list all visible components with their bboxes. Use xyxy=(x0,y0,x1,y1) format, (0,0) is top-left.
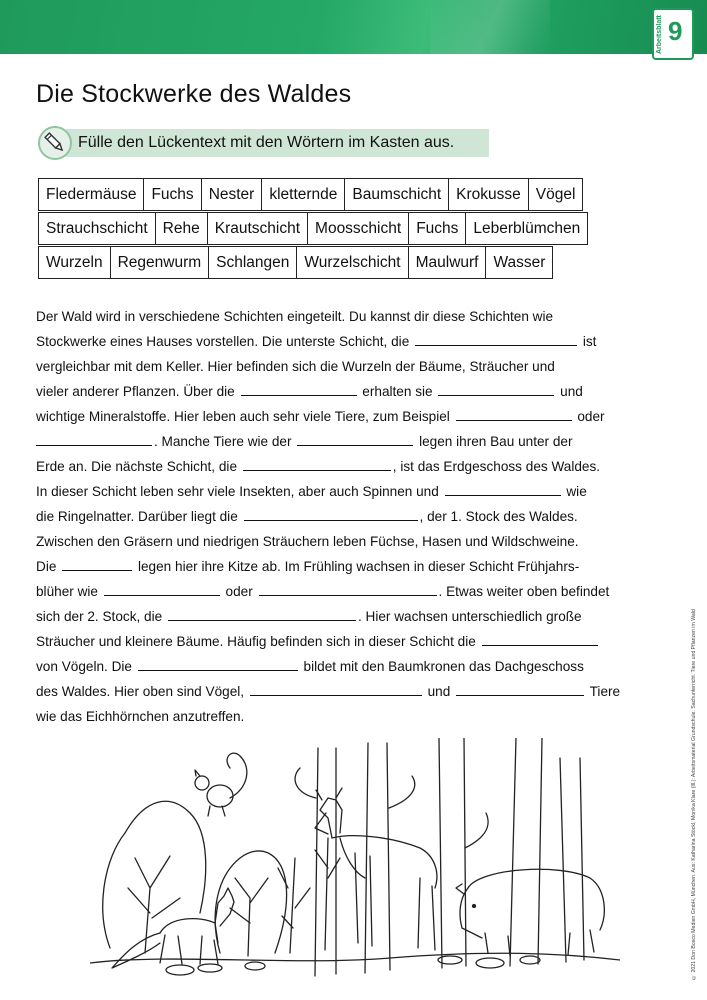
word-chip: Wasser xyxy=(485,246,553,279)
text-segment: und xyxy=(560,384,583,399)
text-line xyxy=(36,504,676,529)
page-title: Die Stockwerke des Waldes xyxy=(36,80,352,108)
text-line xyxy=(36,629,676,654)
text-segment: . Manche Tiere wie der xyxy=(154,434,292,449)
text-segment: . Etwas weiter oben befindet xyxy=(438,584,610,599)
word-chip: Leberblümchen xyxy=(465,212,588,245)
blank-field[interactable] xyxy=(456,682,584,696)
word-row xyxy=(38,212,587,245)
ground-line xyxy=(90,953,620,963)
word-box xyxy=(38,178,587,279)
word-row xyxy=(38,246,587,279)
instruction-text: Fülle den Lückentext mit den Wörtern im Kasten aus. xyxy=(78,134,455,151)
word-chip: Regenwurm xyxy=(110,246,210,279)
text-segment: wie xyxy=(566,484,587,499)
text-line xyxy=(36,704,676,729)
text-line xyxy=(36,304,676,329)
word-chip: Strauchschicht xyxy=(38,212,156,245)
blank-field[interactable] xyxy=(62,557,132,571)
text-segment: von Vögeln. Die xyxy=(36,659,132,674)
text-line xyxy=(36,429,676,454)
text-segment: Die xyxy=(36,559,57,574)
text-line xyxy=(36,604,676,629)
blank-field[interactable] xyxy=(36,432,152,446)
blank-field[interactable] xyxy=(438,382,554,396)
text-segment: erhalten sie xyxy=(362,384,433,399)
text-segment: oder xyxy=(225,584,253,599)
text-segment: , der 1. Stock des Waldes. xyxy=(419,509,578,524)
text-line xyxy=(36,379,676,404)
text-segment: vieler anderer Pflanzen. Über die xyxy=(36,384,235,399)
blank-field[interactable] xyxy=(415,332,577,346)
word-chip: Krokusse xyxy=(448,178,529,211)
text-segment: legen hier ihre Kitze ab. Im Frühling wachsen in dieser Schicht Frühjahrs- xyxy=(137,559,580,574)
text-line xyxy=(36,479,676,504)
word-chip: kletternde xyxy=(261,178,345,211)
text-segment: Zwischen den Gräsern und niedrigen Sträuchern leben Füchse, Hasen und Wildschweine. xyxy=(36,534,579,549)
word-chip: Schlangen xyxy=(208,246,297,279)
text-line xyxy=(36,454,676,479)
word-chip: Fuchs xyxy=(143,178,201,211)
text-segment: ist xyxy=(582,334,597,349)
text-line xyxy=(36,329,676,354)
text-line xyxy=(36,554,676,579)
tree-icon xyxy=(510,738,584,966)
text-line xyxy=(36,679,676,704)
text-line xyxy=(36,654,676,679)
text-line xyxy=(36,579,676,604)
instruction-banner xyxy=(38,126,489,160)
blank-field[interactable] xyxy=(259,582,437,596)
blank-field[interactable] xyxy=(168,607,356,621)
worksheet-badge xyxy=(652,8,694,60)
fox-icon xyxy=(112,888,234,968)
pencil-icon xyxy=(38,126,72,160)
text-segment: Der Wald wird in verschiedene Schichten eingeteilt. Du kannst dir diese Schichten wie xyxy=(36,309,554,324)
shrub-icon xyxy=(103,801,287,956)
cloze-text xyxy=(36,304,676,729)
blank-field[interactable] xyxy=(244,507,418,521)
text-segment: wichtige Mineralstoffe. Hier leben auch sehr viele Tiere, zum Beispiel xyxy=(36,409,450,424)
text-segment: des Waldes. Hier oben sind Vögel, xyxy=(36,684,245,699)
text-segment: sich der 2. Stock, die xyxy=(36,609,163,624)
word-chip: Vögel xyxy=(528,178,584,211)
text-line xyxy=(36,529,676,554)
blank-field[interactable] xyxy=(241,382,357,396)
word-row xyxy=(38,178,587,211)
copyright-credit: © 2021 Don Bosco Medien GmbH, München. Aus: Katharina Stöckl, Monika Klare (Ill.): Arbeitsmaterial Grundschule. Sachunterricht. Tiere und Pflanzen im Wald xyxy=(691,609,697,980)
text-segment: , ist das Erdgeschoss des Waldes. xyxy=(392,459,601,474)
tree-icon xyxy=(295,748,336,976)
blank-field[interactable] xyxy=(104,582,220,596)
blank-field[interactable] xyxy=(243,457,391,471)
squirrel-icon xyxy=(195,753,247,816)
word-chip: Fuchs xyxy=(408,212,466,245)
text-segment: In dieser Schicht leben sehr viele Insekten, aber auch Spinnen und xyxy=(36,484,439,499)
blank-field[interactable] xyxy=(297,432,413,446)
badge-label: Arbeitsblatt xyxy=(656,15,663,55)
text-segment: Tiere xyxy=(589,684,621,699)
word-chip: Wurzelschicht xyxy=(296,246,408,279)
forest-illustration xyxy=(90,738,620,983)
tree-icon xyxy=(439,738,488,968)
word-chip: Krautschicht xyxy=(207,212,308,245)
text-segment: legen ihren Bau unter der xyxy=(419,434,573,449)
text-segment: Erde an. Die nächste Schicht, die xyxy=(36,459,237,474)
word-chip: Maulwurf xyxy=(408,246,487,279)
blank-field[interactable] xyxy=(482,632,598,646)
word-chip: Baumschicht xyxy=(344,178,449,211)
blank-field[interactable] xyxy=(250,682,422,696)
word-chip: Fledermäuse xyxy=(38,178,144,211)
blank-field[interactable] xyxy=(138,657,298,671)
text-segment: und xyxy=(427,684,451,699)
badge-number: 9 xyxy=(668,16,683,46)
text-line xyxy=(36,354,676,379)
text-segment: Stockwerke eines Hauses vorstellen. Die unterste Schicht, die xyxy=(36,334,410,349)
text-segment: blüher wie xyxy=(36,584,98,599)
text-segment: . Hier wachsen unterschiedlich große xyxy=(357,609,582,624)
blank-field[interactable] xyxy=(445,482,561,496)
header-bar xyxy=(0,0,707,54)
pinecone-icon xyxy=(166,956,540,975)
word-chip: Moosschicht xyxy=(307,212,409,245)
text-line xyxy=(36,404,676,429)
text-segment: Sträucher und kleinere Bäume. Häufig befinden sich in dieser Schicht die xyxy=(36,634,476,649)
text-segment: wie das Eichhörnchen anzutreffen. xyxy=(36,709,245,724)
text-segment: die Ringelnatter. Darüber liegt die xyxy=(36,509,238,524)
word-chip: Rehe xyxy=(155,212,208,245)
word-chip: Wurzeln xyxy=(38,246,111,279)
text-segment: vergleichbar mit dem Keller. Hier befinden sich die Wurzeln der Bäume, Sträucher und xyxy=(36,359,555,374)
word-chip: Nester xyxy=(201,178,263,211)
blank-field[interactable] xyxy=(456,407,572,421)
text-segment: bildet mit den Baumkronen das Dachgeschoss xyxy=(303,659,584,674)
shrub-icon xyxy=(278,838,340,953)
text-segment: oder xyxy=(577,409,605,424)
